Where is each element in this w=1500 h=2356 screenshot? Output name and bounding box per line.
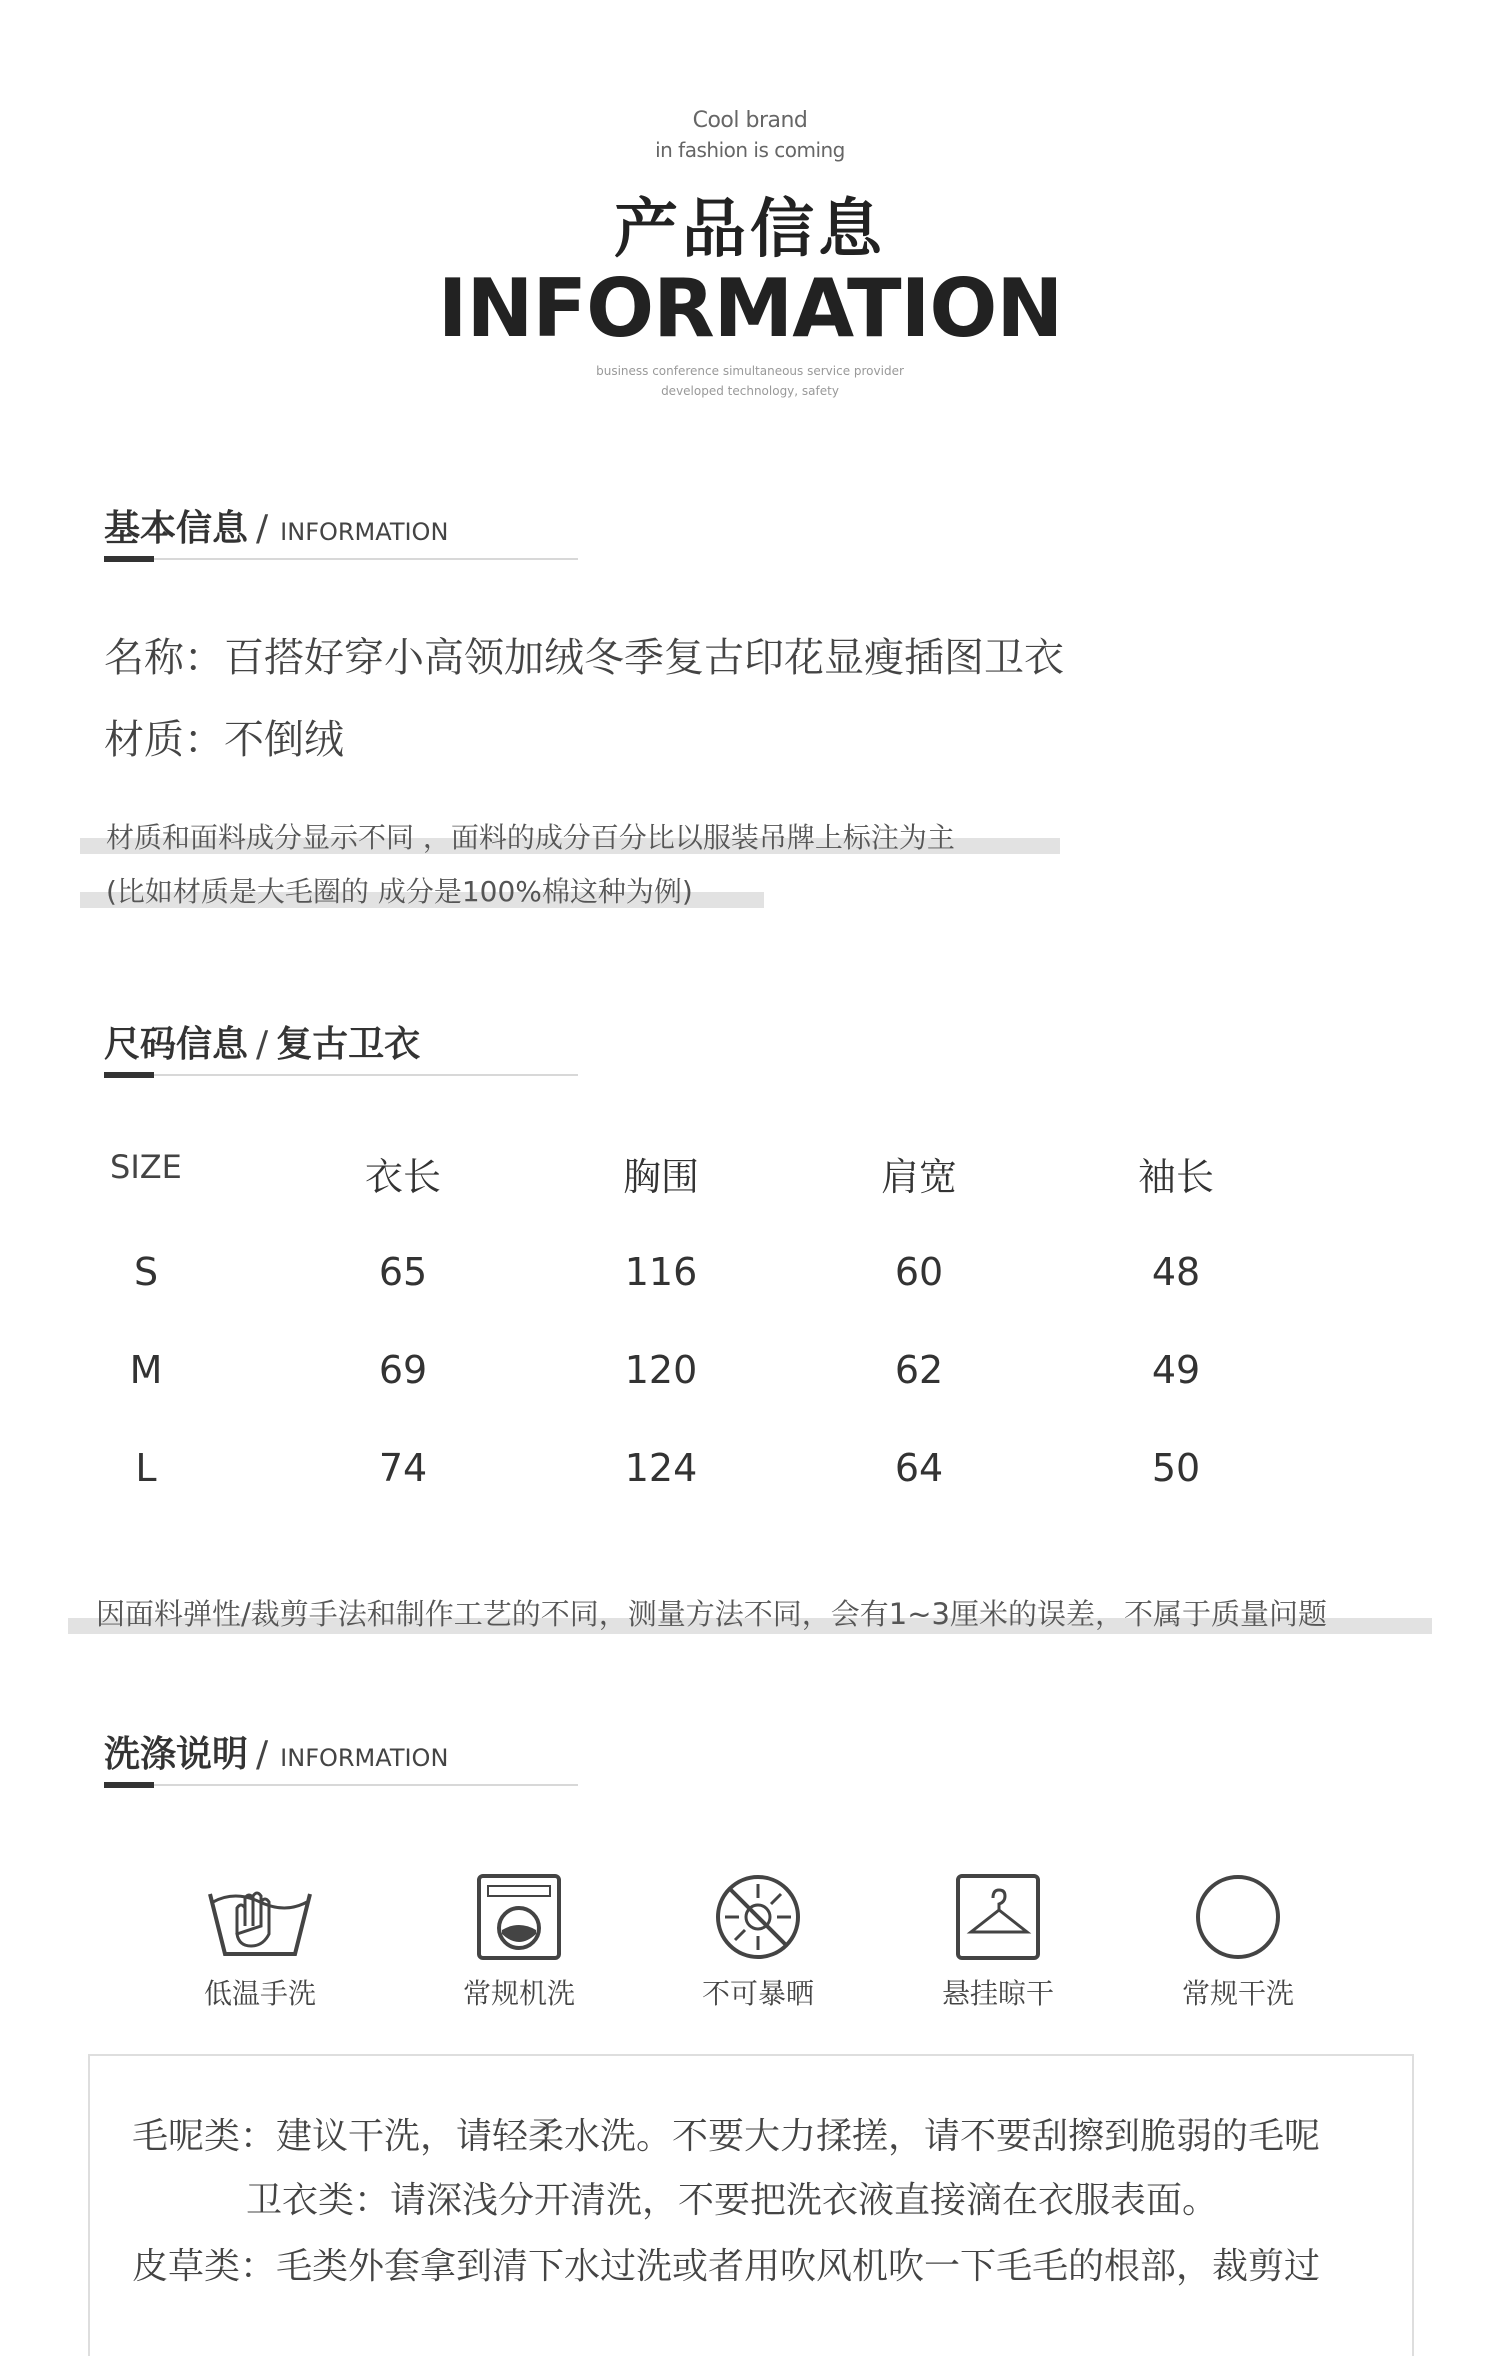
- section-accent-mark: [104, 1782, 154, 1788]
- table-row-s-chest: 116: [624, 1250, 698, 1294]
- table-row-l-length: 74: [378, 1446, 428, 1490]
- size-table-header-shoulder: 肩宽: [880, 1155, 957, 1199]
- tagline-1: business conference simultaneous service provider: [596, 364, 904, 378]
- wash-item-hang-dry: [898, 1872, 1098, 2012]
- wash-label-hand-wash: 低温手洗: [203, 1977, 316, 2010]
- table-row-l-size: L: [135, 1446, 157, 1490]
- basic-info-section-header: 基本信息 / INFORMATION: [104, 500, 578, 560]
- wash-label-hang-dry: 悬挂晾干: [941, 1977, 1054, 2010]
- table-row-s-size: S: [133, 1250, 159, 1294]
- size-table-header-length: 衣长: [364, 1155, 441, 1199]
- section-accent-mark: [104, 1072, 154, 1078]
- table-row-m-shoulder: 62: [894, 1348, 944, 1392]
- wash-label-dry-clean: 常规干洗: [1181, 1977, 1294, 2010]
- table-row-l-sleeve: 50: [1151, 1446, 1201, 1490]
- product-name: 名称：百搭好穿小高领加绒冬季复古印花显瘦插图卫衣: [104, 635, 1064, 681]
- section-divider: [104, 558, 578, 560]
- washing-machine-icon: [474, 1872, 564, 1962]
- section-accent-mark: [104, 556, 154, 562]
- basic-info-heading: 基本信息: [104, 508, 249, 549]
- basic-info-heading-sub: INFORMATION: [280, 518, 449, 546]
- table-row-m-size: M: [129, 1348, 163, 1392]
- wash-label-no-sun: 不可暴晒: [701, 1977, 814, 2010]
- section-divider: [104, 1784, 578, 1786]
- size-table-header-sleeve: 袖长: [1137, 1155, 1214, 1199]
- dry-clean-icon: [1193, 1872, 1283, 1962]
- wash-item-hand-wash: [160, 1872, 360, 2012]
- table-row-l-shoulder: 64: [894, 1446, 944, 1490]
- care-line-hoodie: 卫衣类：请深浅分开清洗，不要把洗衣液直接滴在衣服表面。: [246, 2180, 1219, 2221]
- wash-item-dry-clean: [1138, 1872, 1338, 2012]
- wash-item-machine-wash: [419, 1872, 619, 2012]
- wash-label-machine-wash: 常规机洗: [462, 1977, 575, 2010]
- wash-info-section-header: 洗涤说明 / INFORMATION: [104, 1726, 578, 1786]
- no-sun-icon: [713, 1872, 803, 1962]
- wash-info-heading-sub: INFORMATION: [280, 1744, 449, 1772]
- product-material: 材质：不倒绒: [104, 717, 344, 763]
- size-table-header-size: SIZE: [110, 1148, 182, 1186]
- size-info-heading-sub: 复古卫衣: [276, 1024, 421, 1065]
- size-info-heading: 尺码信息: [104, 1024, 249, 1065]
- table-row-s-shoulder: 60: [894, 1250, 944, 1294]
- table-row-m-chest: 120: [624, 1348, 698, 1392]
- table-row-m-length: 69: [378, 1348, 428, 1392]
- wash-item-no-sun: [658, 1872, 858, 2012]
- material-note-2: (比如材质是大毛圈的 成分是100%棉这种为例): [106, 875, 693, 908]
- hang-dry-icon: [953, 1872, 1043, 1962]
- table-row-s-length: 65: [378, 1250, 428, 1294]
- size-note: 因面料弹性/裁剪手法和制作工艺的不同，测量方法不同，会有1~3厘米的误差，不属于质量问题: [96, 1597, 1327, 1631]
- care-line-wool: 毛呢类：建议干洗，请轻柔水洗。不要大力揉搓，请不要刮擦到脆弱的毛呢: [132, 2116, 1321, 2157]
- brand-line-2: in fashion is coming: [655, 138, 845, 162]
- section-divider: [104, 1074, 578, 1076]
- brand-line-1: Cool brand: [692, 108, 808, 133]
- tagline-2: developed technology, safety: [661, 384, 839, 398]
- table-row-s-sleeve: 48: [1151, 1250, 1201, 1294]
- hand-wash-icon: [205, 1872, 315, 1962]
- page-title-cn: 产品信息: [614, 193, 886, 267]
- material-note-1: 材质和面料成分显示不同 ，面料的成分百分比以服装吊牌上标注为主: [106, 821, 955, 854]
- care-line-fur: 皮草类：毛类外套拿到清下水过洗或者用吹风机吹一下毛毛的根部，裁剪过: [132, 2246, 1321, 2287]
- table-row-l-chest: 124: [624, 1446, 698, 1490]
- size-table-header-chest: 胸围: [622, 1155, 699, 1199]
- page-title-en: INFORMATION: [437, 262, 1063, 355]
- size-info-section-header: 尺码信息 / 复古卫衣: [104, 1016, 578, 1076]
- wash-info-heading: 洗涤说明: [104, 1734, 249, 1775]
- table-row-m-sleeve: 49: [1151, 1348, 1201, 1392]
